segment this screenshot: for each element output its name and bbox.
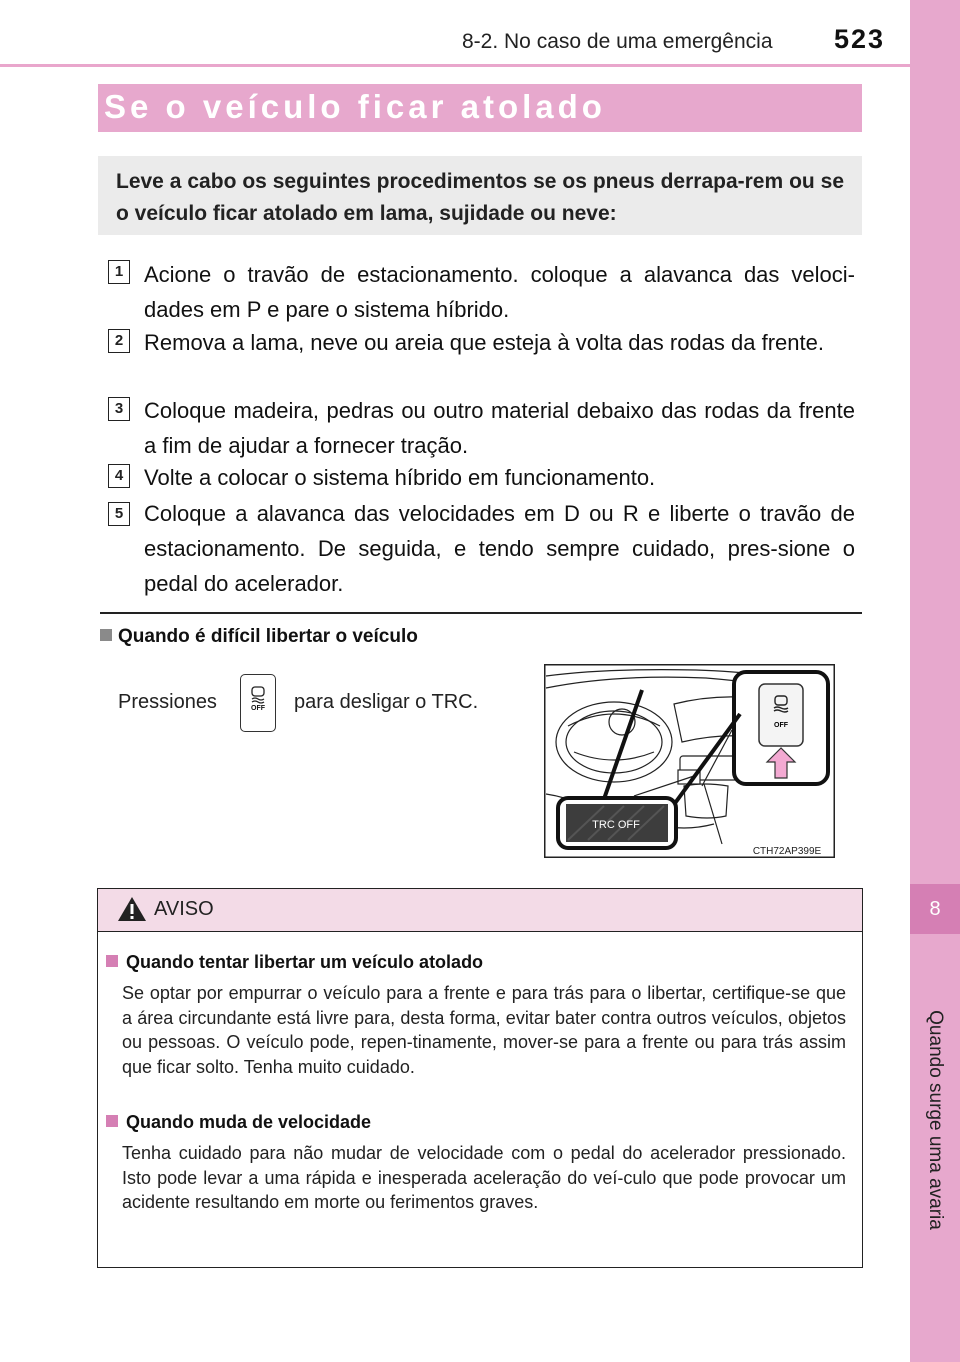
- subsection-heading-text: Quando é difícil libertar o veículo: [118, 626, 418, 647]
- figure-code: CTH72AP399E: [752, 846, 822, 857]
- figure-off-label: OFF: [774, 722, 788, 729]
- dashboard-illustration: [544, 664, 835, 858]
- warning-item-heading-text: Quando tentar libertar um veículo atolado: [126, 952, 484, 972]
- section-divider: [100, 612, 862, 614]
- chapter-title: Quando surge uma avaria: [925, 1010, 946, 1230]
- step-text-2: Remova a lama, neve ou areia que esteja à volta das rodas da frente.: [144, 330, 824, 355]
- step-text-3: Coloque madeira, pedras ou outro material debaixo das rodas da frente a fim de ajudar a fornecer tração.: [144, 398, 855, 458]
- step-text-4: Volte a colocar o sistema híbrido em funcionamento.: [144, 465, 656, 490]
- page-number: 523: [834, 24, 886, 54]
- square-bullet-icon: [106, 1115, 118, 1127]
- warning-item-body-2: Tenha cuidado para não mudar de velocidade com o pedal do acelerador pressionado. Isto pode levar a uma rápida e inesperada aceleração do veí-culo que pode provocar um acidente resultando em morte ou ferimentos graves.: [122, 1143, 846, 1212]
- trc-off-display-text: TRC OFF: [592, 819, 640, 831]
- trc-button-label: OFF: [251, 705, 265, 712]
- warning-item-body-1: Se optar por empurrar o veículo para a frente e para trás para o libertar, certifique-se que a área circundante está livre para, desta forma, evitar bater contra outros veículos, objetos ou pessoas. O veículo pode, repen-tinamente, mover-se para a frente ou para trás assim que ficar solto. Tenha muito cuidado.: [122, 983, 846, 1077]
- instruction-text-after: para desligar o TRC.: [294, 691, 479, 713]
- chapter-number[interactable]: 8: [910, 884, 960, 934]
- intro-text: Leve a cabo os seguintes procedimentos se os pneus derrapa-rem ou se o veículo ficar atolado em lama, sujidade ou neve:: [116, 170, 844, 225]
- instruction-text-before: Pressiones: [118, 691, 217, 713]
- step-text-5: Coloque a alavanca das velocidades em D ou R e liberte o travão de estacionamento. De seguida, e tendo sempre cuidado, pres-sione o pedal do acelerador.: [144, 501, 855, 596]
- step-number-2: 2: [108, 329, 130, 353]
- warning-triangle-icon: [117, 896, 147, 927]
- step-number-1: 1: [108, 260, 130, 284]
- section-header: 8-2. No caso de uma emergência: [462, 30, 773, 53]
- square-bullet-icon: [100, 629, 112, 641]
- warning-item-heading-2: [106, 1112, 371, 1133]
- warning-item-heading-text: Quando muda de velocidade: [126, 1112, 372, 1132]
- subsection-heading: [100, 626, 418, 648]
- step-number-3: 3: [108, 397, 130, 421]
- page-title: Se o veículo ficar atolado: [104, 88, 606, 125]
- step-number-5: 5: [108, 502, 130, 526]
- header-divider: [0, 64, 910, 67]
- step-number-4: 4: [108, 464, 130, 488]
- step-text-1: Acione o travão de estacionamento. coloque a alavanca das veloci-dades em P e pare o sistema híbrido.: [144, 262, 855, 322]
- trc-off-switch-icon: [240, 674, 276, 732]
- warning-label: AVISO: [154, 898, 214, 920]
- warning-item-heading-1: [106, 952, 483, 973]
- square-bullet-icon: [106, 955, 118, 967]
